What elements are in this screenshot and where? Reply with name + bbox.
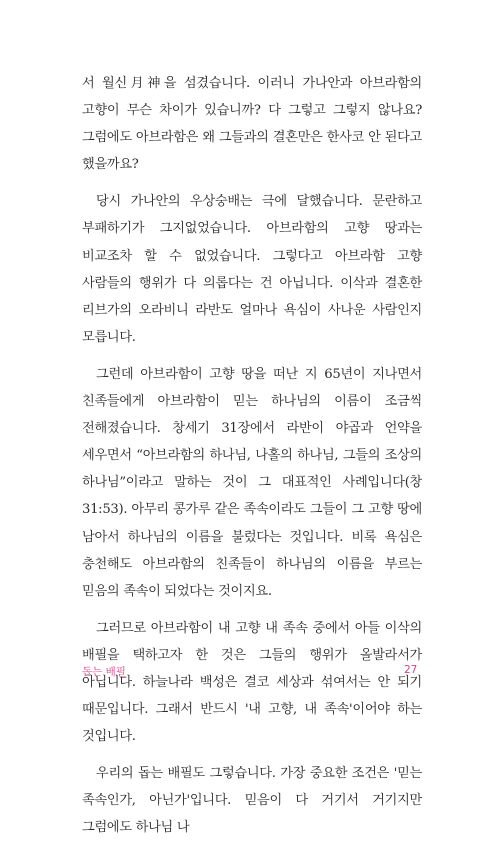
paragraph-1: 서 월신月神을 섬겼습니다. 이러니 가나안과 아브라함의 고향이 무슨 차이가 있습니까? 다 그렇고 그렇지 않나요? 그럼에도 아브라함은 왜 그들과의 결혼만은 한사코 안 된다고 했을까요?: [82, 76, 422, 173]
paragraph-2: 당시 가나안의 우상숭배는 극에 달했습니다. 문란하고 부패하기가 그지없었습니다. 아브라함의 고향 땅과는 비교조차 할 수 없었습니다. 그렇다고 아브라함 고향 사람들의 행위가 다 의롭다는 건 아닙니다. 이삭과 결혼한 리브가의 오라비니 라반도 얼마나 욕심이 사나운 사람인지 모릅니다.: [82, 194, 422, 345]
paragraph-3: 그런데 아브라함이 고향 땅을 떠난 지 65년이 지나면서 친족들에게 아브라함이 믿는 하나님의 이름이 조금씩 전해졌습니다. 창세기 31장에서 라반이 야곱과 언약을 세우면서 “아브라함의 하나님, 나홀의 하나님, 그들의 조상의 하나님”이라고 말하는 것이 그 대표적인 사례입니다(창 31:53). 아무리 콩가루 같은 족속이라도 그들이 그 고향 땅에 남아서 하나님의 이름을 불렀다는 것입니다. 비록 욕심은 충천해도 아브라함의 친족들이 하나님의 이름을 부르는 믿음의 족속이 되었다는 것이지요.: [82, 366, 422, 599]
paragraph-4: 그러므로 아브라함이 내 고향 내 족속 중에서 아들 이삭의 배필을 택하고자 한 것은 그들의 행위가 올발라서가 아닙니다. 하늘나라 백성은 결코 세상과 섞여서는 안 되기 때문입니다. 그래서 반드시 '내 고향, 내 족속'이어야 하는 것입니다.: [82, 620, 422, 745]
paragraph-5: 우리의 돕는 배필도 그렇습니다. 가장 중요한 조건은 '믿는 족속인가, 아닌가'입니다. 믿음이 다 거기서 거기지만 그럼에도 하나님 나: [82, 766, 422, 836]
body-text: [82, 70, 422, 842]
footer-book-title: 돕는 배필: [82, 666, 126, 678]
footer-page-number: 27: [404, 664, 418, 676]
